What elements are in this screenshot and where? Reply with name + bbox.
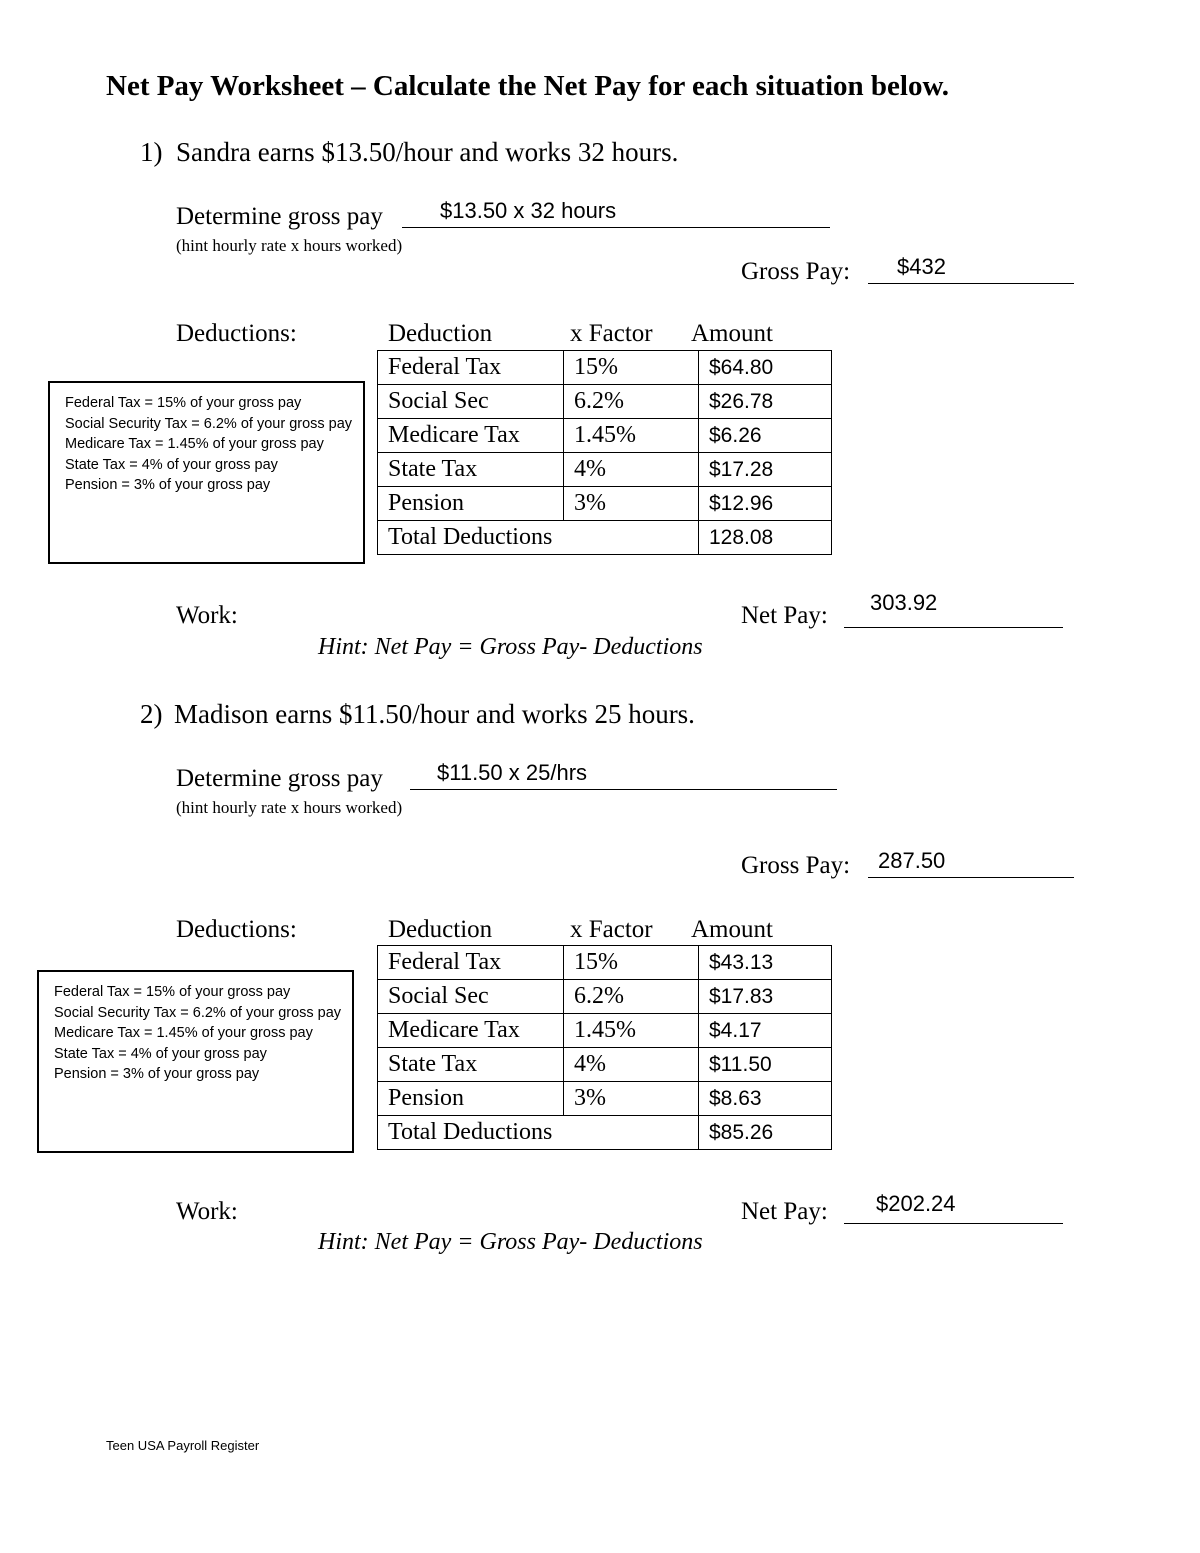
work-label: Work:: [176, 602, 238, 629]
rate-state: State Tax = 4% of your gross pay: [54, 1045, 267, 1062]
table-row: [378, 1048, 832, 1082]
deduction-factor: 3%: [564, 487, 699, 521]
gross-pay-answer: $432: [897, 254, 946, 279]
gross-pay-hint: (hint hourly rate x hours worked): [176, 236, 403, 255]
problem-number: 1): [140, 137, 163, 167]
total-row: [378, 521, 832, 555]
footer-text: Teen USA Payroll Register: [106, 1438, 260, 1453]
gross-pay-line[interactable]: [868, 283, 1074, 284]
deduction-name: Pension: [378, 487, 564, 521]
rates-box: [37, 970, 354, 1153]
gross-pay-label: Gross Pay:: [741, 258, 851, 285]
rate-state: State Tax = 4% of your gross pay: [65, 456, 278, 473]
table-row: [378, 487, 832, 521]
net-pay-label: Net Pay:: [741, 1198, 828, 1225]
table-row: [378, 1014, 832, 1048]
table-row: [378, 419, 832, 453]
deduction-name: Social Sec: [378, 385, 564, 419]
deduction-factor: 1.45%: [564, 419, 699, 453]
total-deductions-amount[interactable]: $85.26: [699, 1116, 832, 1150]
worksheet-title: Net Pay Worksheet – Calculate the Net Pay for each situation below.: [106, 70, 950, 102]
header-factor: x Factor: [570, 320, 653, 347]
table-row: [378, 385, 832, 419]
deduction-amount[interactable]: $12.96: [699, 487, 832, 521]
total-deductions-label: Total Deductions: [378, 521, 699, 555]
rate-federal: Federal Tax = 15% of your gross pay: [54, 984, 291, 1000]
header-deduction: Deduction: [388, 320, 493, 347]
gross-work-answer: $11.50 x 25/hrs: [437, 760, 588, 785]
net-pay-line[interactable]: [844, 627, 1063, 628]
deduction-amount[interactable]: $6.26: [699, 419, 832, 453]
rates-box: [48, 381, 365, 564]
gross-pay-line[interactable]: [868, 877, 1074, 878]
header-deduction: Deduction: [388, 916, 493, 943]
table-row: [378, 946, 832, 980]
gross-work-line[interactable]: [410, 789, 837, 790]
deduction-amount[interactable]: $8.63: [699, 1082, 832, 1116]
deduction-name: Pension: [378, 1082, 564, 1116]
gross-pay-hint: (hint hourly rate x hours worked): [176, 798, 403, 817]
problem-statement: Sandra earns $13.50/hour and works 32 hours.: [176, 137, 679, 167]
deduction-amount[interactable]: $4.17: [699, 1014, 832, 1048]
work-label: Work:: [176, 1198, 238, 1225]
deductions-table: [377, 945, 832, 1150]
deductions-table: [377, 350, 832, 555]
rate-pension: Pension = 3% of your gross pay: [54, 1066, 260, 1082]
net-pay-line[interactable]: [844, 1223, 1063, 1224]
rate-social-security: Social Security Tax = 6.2% of your gross pay: [54, 1004, 342, 1021]
deduction-factor: 15%: [564, 946, 699, 980]
rate-medicare: Medicare Tax = 1.45% of your gross pay: [54, 1025, 313, 1041]
deduction-factor: 6.2%: [564, 980, 699, 1014]
deduction-amount[interactable]: $26.78: [699, 385, 832, 419]
rate-medicare: Medicare Tax = 1.45% of your gross pay: [65, 436, 324, 452]
net-pay-answer: 303.92: [870, 590, 938, 615]
problem-number: 2): [140, 699, 163, 729]
deduction-amount[interactable]: $43.13: [699, 946, 832, 980]
header-factor: x Factor: [570, 916, 653, 943]
net-pay-label: Net Pay:: [741, 602, 828, 629]
rate-social-security: Social Security Tax = 6.2% of your gross pay: [65, 415, 353, 432]
rate-federal: Federal Tax = 15% of your gross pay: [65, 395, 302, 411]
deduction-name: State Tax: [378, 1048, 564, 1082]
table-row: [378, 351, 832, 385]
gross-pay-prompt: Determine gross pay: [176, 203, 383, 230]
table-row: [378, 453, 832, 487]
header-amount: Amount: [691, 320, 773, 347]
deduction-name: Social Sec: [378, 980, 564, 1014]
gross-work-answer: $13.50 x 32 hours: [440, 198, 617, 223]
table-row: [378, 980, 832, 1014]
problem-statement: Madison earns $11.50/hour and works 25 hours.: [174, 699, 695, 729]
deduction-factor: 4%: [564, 1048, 699, 1082]
net-pay-hint: Hint: Net Pay = Gross Pay- Deductions: [318, 1229, 703, 1255]
rate-pension: Pension = 3% of your gross pay: [65, 477, 271, 493]
deduction-name: State Tax: [378, 453, 564, 487]
gross-work-line[interactable]: [402, 227, 830, 228]
deduction-name: Federal Tax: [378, 946, 564, 980]
gross-pay-label: Gross Pay:: [741, 852, 851, 879]
deductions-label: Deductions:: [176, 916, 297, 943]
total-row: [378, 1116, 832, 1150]
net-pay-answer: $202.24: [876, 1191, 956, 1216]
table-row: [378, 1082, 832, 1116]
deduction-amount[interactable]: $17.83: [699, 980, 832, 1014]
deductions-label: Deductions:: [176, 320, 297, 347]
total-deductions-label: Total Deductions: [378, 1116, 699, 1150]
deduction-amount[interactable]: $64.80: [699, 351, 832, 385]
deduction-factor: 3%: [564, 1082, 699, 1116]
deduction-name: Federal Tax: [378, 351, 564, 385]
gross-pay-prompt: Determine gross pay: [176, 765, 383, 792]
deduction-factor: 6.2%: [564, 385, 699, 419]
deduction-name: Medicare Tax: [378, 419, 564, 453]
net-pay-hint: Hint: Net Pay = Gross Pay- Deductions: [318, 634, 703, 660]
header-amount: Amount: [691, 916, 773, 943]
deduction-factor: 4%: [564, 453, 699, 487]
total-deductions-amount[interactable]: 128.08: [699, 521, 832, 555]
deduction-factor: 1.45%: [564, 1014, 699, 1048]
deduction-name: Medicare Tax: [378, 1014, 564, 1048]
deduction-amount[interactable]: $17.28: [699, 453, 832, 487]
deduction-factor: 15%: [564, 351, 699, 385]
gross-pay-answer: 287.50: [878, 848, 946, 873]
deduction-amount[interactable]: $11.50: [699, 1048, 832, 1082]
